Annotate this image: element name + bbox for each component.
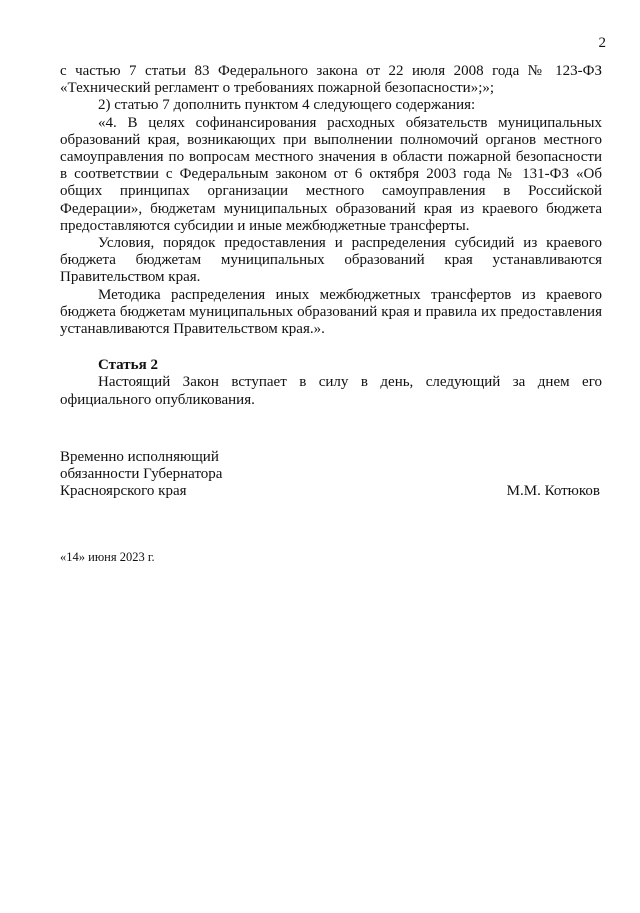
document-date: «14» июня 2023 г. — [60, 550, 155, 564]
paragraph-item-2: 2) статью 7 дополнить пунктом 4 следующего содержания: — [98, 97, 476, 114]
paragraph-transfer-methodology: Методика распределения иных межбюджетных трансфертов из краевого бюджета бюджетам муниципальных образований края и правила их предоставления устанавливаются Правительством края.». — [60, 286, 602, 338]
signature-block — [60, 449, 602, 501]
article-2-text: Настоящий Закон вступает в силу в день, следующий за днем его официального опубликования. — [60, 374, 602, 408]
page-number: 2 — [598, 35, 606, 51]
signatory-title-line-1: Временно исполняющий — [60, 449, 219, 465]
paragraph-continuation: с частью 7 статьи 83 Федерального закона от 22 июля 2008 года № 123-ФЗ «Технический регламент о требованиях пожарной безопасности»;»; — [60, 63, 602, 97]
signatory-title-line-3: Красноярского края — [60, 483, 187, 500]
document-body — [60, 63, 602, 409]
signatory-name: М.М. Котюков — [506, 483, 600, 500]
signatory-title-line-2: обязанности Губернатора — [60, 466, 223, 483]
article-2-heading: Статья 2 — [98, 357, 158, 374]
paragraph-subsidy-conditions: Условия, порядок предоставления и распределения субсидий из краевого бюджета бюджетам муниципальных образований края устанавливаются Правительством края. — [60, 235, 602, 286]
paragraph-point-4: «4. В целях софинансирования расходных обязательств муниципальных образований края, возникающих при выполнении полномочий органов местного самоуправления по вопросам местного значения в области пожарной безопасности в соответствии с Федеральным законом от 6 октября 2003 года № 131-ФЗ «Об общих принципах организации местного самоуправления в Российской Федерации», бюджетам муниципальных образований края из краевого бюджета предоставляются субсидии и иные межбюджетные трансферты. — [60, 114, 602, 234]
